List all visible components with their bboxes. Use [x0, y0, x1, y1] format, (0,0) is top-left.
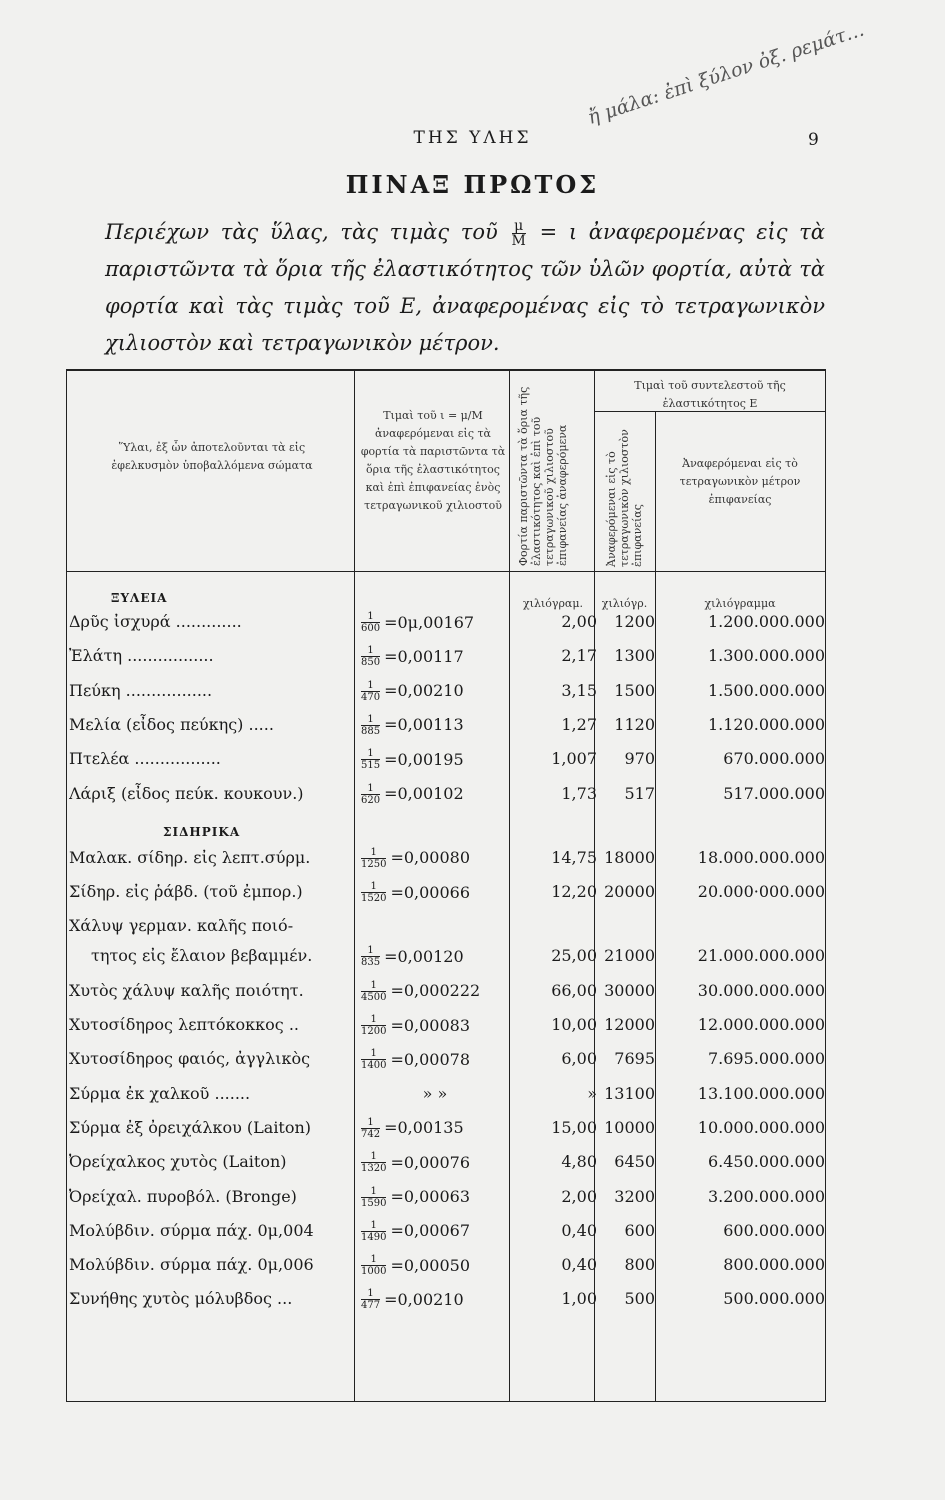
modulus-m2: 800.000.000 — [723, 1255, 825, 1275]
modulus-m2: 600.000.000 — [723, 1220, 825, 1240]
ratio-fraction: $\frac{1}{885}$ — [361, 713, 381, 737]
load-value: 1,73 — [561, 783, 597, 803]
header-divider — [67, 571, 825, 572]
data-table — [66, 369, 826, 1402]
modulus-m2: 13.100.000.000 — [697, 1083, 825, 1103]
ratio-value: $\frac{1}{477}$ =0,00210 — [361, 1288, 464, 1312]
modulus-mm2: 10000 — [604, 1117, 655, 1137]
ratio-value: $\frac{1}{1320}$ =0,00076 — [361, 1151, 471, 1175]
ratio-fraction: $\frac{1}{600}$ — [361, 611, 381, 634]
ratio-value: $\frac{1}{885}$ =0,00113 — [361, 713, 464, 737]
modulus-mm2: 30000 — [604, 980, 655, 1000]
ratio-value: $\frac{1}{4500}$ =0,000222 — [361, 979, 481, 1003]
material-name: Σύρμα ἐξ ὀρειχάλκου (Laiton) — [69, 1117, 312, 1137]
modulus-m2: 7.695.000.000 — [707, 1049, 825, 1069]
modulus-mm2: 1200 — [614, 612, 655, 631]
modulus-m2: 517.000.000 — [723, 783, 825, 803]
modulus-m2: 21.000.000.000 — [697, 946, 825, 966]
table-title: ΠΙΝΑΞ ΠΡΩΤΟΣ — [345, 170, 600, 199]
load-value: 2,17 — [561, 646, 597, 666]
material-name: τητος εἰς ἔλαιον βεβαμμέν. — [91, 946, 313, 966]
table-row — [67, 748, 825, 782]
unit-m2: χιλιόγραμμα — [704, 597, 776, 610]
material-name: Ἐλάτη ................. — [69, 646, 214, 666]
caption-fraction — [512, 219, 526, 248]
material-name: Συνήθης χυτὸς μόλυβδος ... — [69, 1289, 293, 1309]
ratio-fraction: $\frac{1}{1320}$ — [361, 1151, 387, 1175]
ratio-fraction: $\frac{1}{835}$ — [361, 945, 381, 969]
ratio-value: $\frac{1}{835}$ =0,00120 — [361, 945, 464, 969]
caption-part-2: = ι ἀναφερομένας εἰς τὰ παριστῶντα τὰ ὅρια τῆς ἐλαστικότητος τῶν ὑλῶν φορτία, αὐτὰ τὰ φορτία καὶ τὰς τιμὰς τοῦ Ε, ἀναφερομένας εἰς τὸ τετραγωνικὸν χιλιοστὸν καὶ τετραγωνικὸν μέτρον. — [105, 220, 825, 355]
table-row — [67, 1254, 825, 1288]
load-value: 66,00 — [551, 980, 597, 1000]
load-value: 3,15 — [561, 680, 597, 700]
modulus-m2: 3.200.000.000 — [707, 1186, 825, 1206]
material-name: Χυτοσίδηρος φαιός, ἀγγλικὸς — [69, 1049, 311, 1069]
material-name: Χυτοσίδηρος λεπτόκοκκος .. — [69, 1015, 300, 1034]
table-row — [67, 881, 825, 915]
header-col-mm2: Ἀναφερόμεναι εἰς τὸ τετραγωνικὸν χιλιοστὸν ἐπιφανείας — [605, 429, 644, 567]
modulus-m2: 1.500.000.000 — [707, 680, 825, 700]
load-value: 0,40 — [561, 1255, 597, 1275]
table-row — [67, 783, 825, 817]
material-name: Μελία (εἶδος πεύκης) ..... — [69, 714, 274, 734]
ratio-fraction: $\frac{1}{850}$ — [361, 645, 381, 669]
table-row — [67, 1083, 825, 1117]
load-value: 2,00 — [561, 1186, 597, 1206]
ratio-value: $\frac{1}{1520}$ =0,00066 — [361, 881, 471, 905]
ratio-value: $\frac{1}{600}$ =0μ,00167 — [361, 611, 475, 634]
ratio-fraction: $\frac{1}{4500}$ — [361, 979, 387, 1003]
modulus-mm2: 600 — [624, 1220, 655, 1240]
modulus-m2: 20.000·000.000 — [697, 882, 825, 902]
table-row — [67, 1117, 825, 1151]
modulus-m2: 1.300.000.000 — [707, 646, 825, 666]
load-value: 15,00 — [551, 1117, 597, 1137]
table-row — [67, 645, 825, 679]
material-name: Μολύβδιν. σύρμα πάχ. 0μ,006 — [69, 1255, 314, 1275]
load-value: 1,007 — [551, 749, 597, 769]
material-name: Δρῦς ἰσχυρά ............. — [69, 612, 242, 631]
running-head: ΤΗΣ ΥΛΗΣ — [413, 128, 532, 148]
modulus-m2: 30.000.000.000 — [697, 980, 825, 1000]
table-row — [67, 1288, 825, 1322]
load-value: 12,20 — [551, 882, 597, 902]
table-caption — [105, 214, 825, 362]
ratio-value: $\frac{1}{1250}$ =0,00080 — [361, 846, 471, 870]
modulus-mm2: 6450 — [614, 1152, 655, 1172]
modulus-m2: 670.000.000 — [723, 749, 825, 769]
material-name: Σίδηρ. εἰς ῥάβδ. (τοῦ ἐμπορ.) — [69, 882, 303, 902]
material-name: Χάλυψ γερμαν. καλῆς ποιό- — [69, 916, 294, 936]
modulus-m2: 18.000.000.000 — [697, 847, 825, 867]
header-col-ratio: Τιμαὶ τοῦ ι = μ/Μ ἀναφερόμεναι εἰς τὰ φορτία τὰ παριστῶντα τὰ ὅρια τῆς ἐλαστικότητος καὶ ἐπὶ ἐπιφανείας ἑνὸς τετραγωνικοῦ χιλιοστοῦ — [360, 409, 506, 512]
ratio-value: $\frac{1}{620}$ =0,00102 — [361, 782, 464, 806]
modulus-mm2: 1500 — [614, 680, 655, 700]
modulus-mm2: 12000 — [604, 1015, 655, 1034]
table-row — [67, 945, 825, 979]
ratio-value: $\frac{1}{1490}$ =0,00067 — [361, 1219, 471, 1243]
material-name: Λάριξ (εἶδος πεύκ. κουκουν.) — [69, 783, 304, 803]
modulus-m2: 500.000.000 — [723, 1289, 825, 1309]
material-name: Ὀρείχαλκος χυτὸς (Laiton) — [69, 1152, 287, 1172]
ratio-value: $\frac{1}{742}$ =0,00135 — [361, 1116, 464, 1140]
table-row — [67, 980, 825, 1014]
ratio-fraction: $\frac{1}{1400}$ — [361, 1048, 387, 1072]
load-value: 0,40 — [561, 1220, 597, 1240]
ratio-value: $\frac{1}{1000}$ =0,00050 — [361, 1254, 471, 1278]
modulus-mm2: 500 — [624, 1289, 655, 1309]
table-row — [67, 1151, 825, 1185]
ratio-value: $\frac{1}{470}$ =0,00210 — [361, 679, 464, 703]
section-title: ΣΙΔΗΡΙΚΑ — [163, 824, 241, 839]
ratio-fraction: $\frac{1}{620}$ — [361, 782, 381, 806]
ratio-fraction: $\frac{1}{1250}$ — [361, 846, 387, 870]
modulus-mm2: 1300 — [614, 646, 655, 666]
material-name: Ὀρείχαλ. πυροβόλ. (Bronge) — [69, 1186, 297, 1206]
material-name: Σύρμα ἐκ χαλκοῦ ....... — [69, 1083, 251, 1103]
modulus-mm2: 3200 — [614, 1186, 655, 1206]
ratio-fraction: $\frac{1}{470}$ — [361, 679, 381, 703]
page-number: 9 — [808, 130, 819, 150]
load-value: 1,27 — [561, 714, 597, 734]
modulus-mm2: 1120 — [614, 714, 655, 734]
table-row — [67, 714, 825, 748]
table-row — [67, 611, 825, 645]
ratio-value: $\frac{1}{1200}$ =0,00083 — [361, 1014, 471, 1037]
section-title: ΞΥΛΕΙΑ — [111, 591, 168, 605]
load-value: » — [587, 1083, 597, 1103]
ratio-value: $\frac{1}{1400}$ =0,00078 — [361, 1048, 471, 1072]
ratio-value: $\frac{1}{1590}$ =0,00063 — [361, 1185, 471, 1209]
header-col-material: Ὕλαι, ἐξ ὧν ἀποτελοῦνται τὰ εἰς ἐφελκυσμὸν ὑποβαλλόμενα σώματα — [111, 441, 313, 472]
modulus-m2: 10.000.000.000 — [697, 1117, 825, 1137]
modulus-mm2: 18000 — [604, 847, 655, 867]
ratio-fraction: $\frac{1}{515}$ — [361, 748, 381, 772]
modulus-mm2: 517 — [624, 783, 655, 803]
header-col-group: Τιμαὶ τοῦ συντελεστοῦ τῆς ἐλαστικότητος Ε — [634, 379, 786, 410]
ratio-fraction: $\frac{1}{1490}$ — [361, 1219, 387, 1243]
ratio-fraction: $\frac{1}{1520}$ — [361, 881, 387, 905]
load-value: 14,75 — [551, 847, 597, 867]
load-value: 2,00 — [561, 612, 597, 631]
modulus-mm2: 7695 — [614, 1049, 655, 1069]
ratio-value: $\frac{1}{850}$ =0,00117 — [361, 645, 464, 669]
table-row — [67, 915, 825, 949]
modulus-m2: 1.200.000.000 — [707, 612, 825, 631]
handwritten-margin-note: ἤ μάλα: ἐπὶ ξύλον ὀξ. ρεμάτ… — [585, 18, 867, 129]
material-name: Χυτὸς χάλυψ καλῆς ποιότητ. — [69, 980, 304, 1000]
modulus-mm2: 20000 — [604, 882, 655, 902]
table-row — [67, 1220, 825, 1254]
material-name: Μαλακ. σίδηρ. εἰς λεπτ.σύρμ. — [69, 847, 311, 867]
ratio-fraction: $\frac{1}{742}$ — [361, 1116, 381, 1140]
ratio-value: $\frac{1}{515}$ =0,00195 — [361, 748, 464, 772]
load-value: 10,00 — [551, 1015, 597, 1034]
ratio-fraction: $\frac{1}{1590}$ — [361, 1185, 387, 1209]
table-row — [67, 680, 825, 714]
ratio-fraction: $\frac{1}{1000}$ — [361, 1254, 387, 1278]
modulus-m2: 12.000.000.000 — [697, 1015, 825, 1034]
modulus-mm2: 13100 — [604, 1083, 655, 1103]
table-row — [67, 1048, 825, 1082]
modulus-mm2: 970 — [624, 749, 655, 769]
material-name: Μολύβδιν. σύρμα πάχ. 0μ,004 — [69, 1220, 314, 1240]
modulus-m2: 6.450.000.000 — [707, 1152, 825, 1172]
fraction-denominator: Μ — [511, 233, 526, 249]
load-value: 25,00 — [551, 946, 597, 966]
modulus-mm2: 21000 — [604, 946, 655, 966]
modulus-mm2: 800 — [624, 1255, 655, 1275]
ratio-value: » » — [422, 1083, 448, 1103]
load-value: 6,00 — [561, 1049, 597, 1069]
caption-part-1: Περιέχων τὰς ὕλας, τὰς τιμὰς τοῦ — [105, 220, 498, 244]
table-row — [67, 847, 825, 881]
ratio-fraction: $\frac{1}{1200}$ — [361, 1014, 387, 1037]
load-value: 1,00 — [561, 1289, 597, 1309]
material-name: Πεύκη ................. — [69, 680, 213, 700]
modulus-m2: 1.120.000.000 — [707, 714, 825, 734]
fraction-numerator: μ — [512, 219, 526, 234]
table-row — [67, 1014, 825, 1048]
ratio-fraction: $\frac{1}{477}$ — [361, 1288, 381, 1312]
header-col-load: Φορτία παριστῶντα τὰ ὅρια τῆς ἐλαστικότητος καὶ ἐπὶ τοῦ τετραγωνικοῦ χιλιοστοῦ ἐπιφανείας ἀναφερόμενα — [517, 386, 569, 566]
header-col-m2: Ἀναφερόμεναι εἰς τὸ τετραγωνικὸν μέτρον ἐπιφανείας — [679, 457, 801, 506]
material-name: Πτελέα ................. — [69, 749, 221, 769]
load-value: 4,80 — [561, 1152, 597, 1172]
table-row — [67, 1186, 825, 1220]
unit-load: χιλιόγραμ. — [522, 597, 583, 610]
unit-mm2: χιλιόγρ. — [601, 597, 648, 610]
